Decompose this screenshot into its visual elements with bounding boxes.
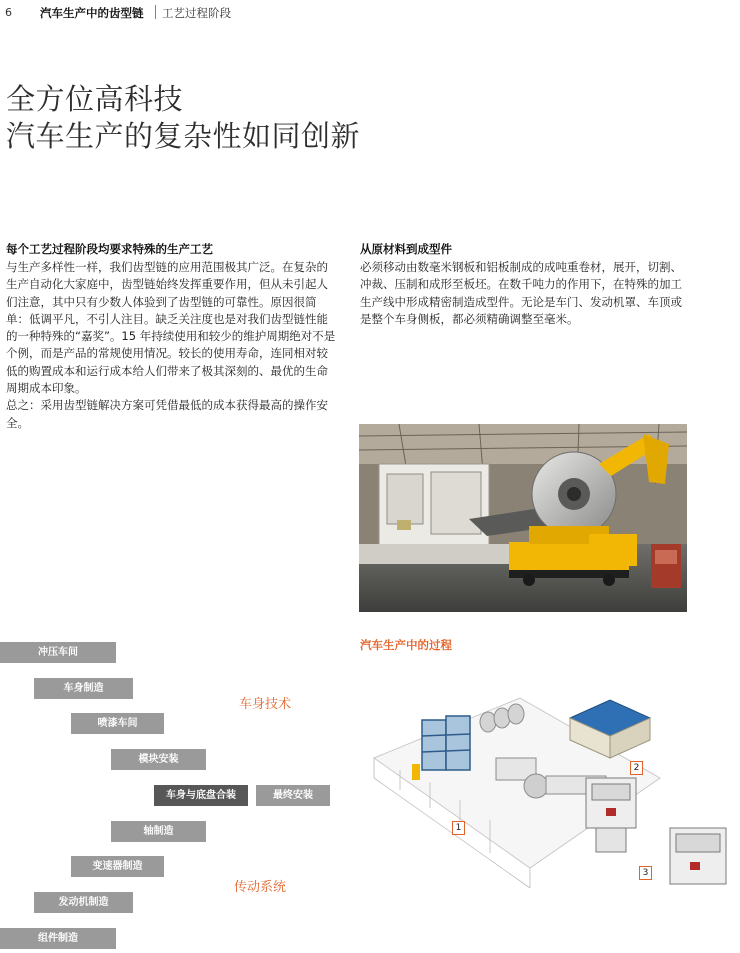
right-column-body: 必须移动由数毫米钢板和铝板制成的成吨重卷材，展开，切割、冲裁、压制和成形至板坯。在数千吨力的作用下，在特殊的加工生产线中形成精密制造成型件。无论是车门、发动机罩、车顶或是整个车身侧板，都必须精确调整至毫米。 <box>360 260 682 326</box>
group-label-drivetrain: 传动系统 <box>234 880 287 895</box>
left-column-heading: 每个工艺过程阶段均要求特殊的生产工艺 <box>6 242 213 256</box>
coil-line-illustration <box>359 424 687 612</box>
stage-press-shop: 冲压车间 <box>0 642 116 663</box>
page-title-line-2: 汽车生产的复杂性如同创新 <box>6 119 361 153</box>
stage-final-assembly: 最终安装 <box>256 785 330 806</box>
diagram-marker-1: 1 <box>452 821 465 835</box>
plant-layout-illustration <box>360 658 740 949</box>
running-header-subtitle: 工艺过程阶段 <box>162 6 231 20</box>
stage-module-assembly: 模块安装 <box>111 749 206 770</box>
left-column-body <box>6 259 336 432</box>
group-label-body-technology: 车身技术 <box>239 697 292 712</box>
process-caption: 汽车生产中的过程 <box>360 638 452 652</box>
right-column-heading: 从原材料到成型件 <box>360 242 452 256</box>
page-title-line-1: 全方位高科技 <box>6 82 184 116</box>
running-header-title: 汽车生产中的齿型链 <box>40 6 144 20</box>
stage-body-shop: 车身制造 <box>34 678 133 699</box>
process-plant-diagram <box>360 658 740 949</box>
left-paragraph-2: 总之：采用齿型链解决方案可凭借最低的成本获得最高的操作安全。 <box>6 398 328 430</box>
coil-line-photo <box>359 424 687 612</box>
stage-axle-manufacturing: 轴制造 <box>111 821 206 842</box>
page-number: 6 <box>5 6 12 19</box>
diagram-marker-2: 2 <box>630 761 643 775</box>
stage-marriage: 车身与底盘合装 <box>154 785 248 806</box>
stage-engine-manufacturing: 发动机制造 <box>34 892 133 913</box>
diagram-marker-3: 3 <box>639 866 652 880</box>
stage-paint-shop: 喷漆车间 <box>71 713 164 734</box>
left-paragraph-1: 与生产多样性一样，我们齿型链的应用范围极其广泛。在复杂的生产自动化大家庭中，齿型链始终发挥重要作用，但从未引起人们注意，其中只有少数人体验到了齿型链的可靠性。原因很简单：低调平凡，不引人注目。缺乏关注度也是对我们齿型链性能的一种特殊的“嘉奖”。15 年持续使用和较少的维护周期绝对不是个例，而是产品的常规使用情况。较长的使用寿命，连同相对较低的购置成本和运行成本给人们带来了极其深刻的、最优的生命周期成本印象。 <box>6 260 336 396</box>
stage-transmission-manufacturing: 变速器制造 <box>71 856 164 877</box>
header-separator <box>155 5 156 19</box>
stage-component-manufacturing: 组件制造 <box>0 928 116 949</box>
